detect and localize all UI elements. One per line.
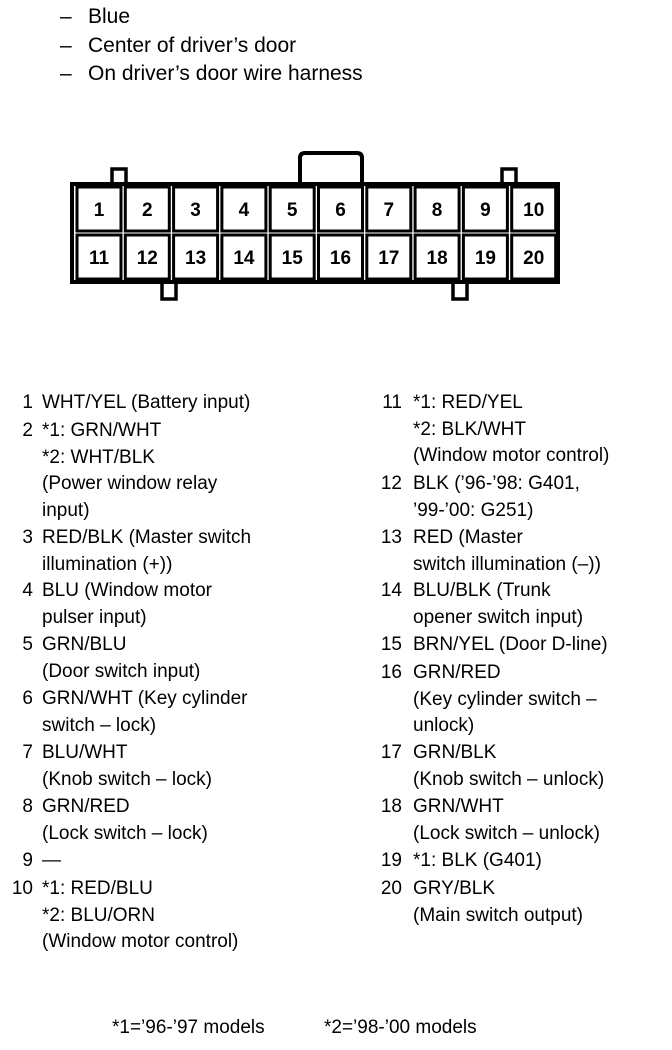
- connector-diagram: [0, 0, 672, 320]
- pin-entry-description: [42, 848, 61, 875]
- pin-description-line: *1: RED/BLU: [42, 878, 153, 899]
- pin-entry-number: 20: [380, 878, 402, 899]
- pin-number-label: 3: [190, 200, 201, 221]
- pin-entry-description: [413, 794, 600, 847]
- pin-entry-number: 15: [380, 634, 402, 655]
- pin-entry-number: 8: [22, 796, 33, 817]
- pin-description-line: —: [42, 850, 61, 871]
- pin-description-line: BLK (’96-’98: G401,: [413, 473, 580, 494]
- pin-entry-description: [413, 740, 604, 793]
- footnote-2: *2=’98-’00 models: [324, 1017, 477, 1038]
- pin-number-label: 10: [523, 200, 545, 221]
- pin-entry-number: 4: [22, 580, 33, 601]
- pin-description-line: (Key cylinder switch –: [413, 688, 597, 710]
- pin-entry-number: 2: [22, 420, 33, 441]
- pin-description-line: GRN/RED: [42, 796, 130, 817]
- pin-entry-number: 10: [11, 878, 33, 899]
- pin-description-line: *2: BLU/ORN: [42, 904, 155, 926]
- pin-entry-number: 12: [380, 473, 402, 494]
- pin-description-line: GRY/BLK: [413, 878, 496, 899]
- pin-description-line: pulser input): [42, 606, 147, 628]
- pin-number-label: 8: [431, 200, 443, 221]
- pin-entry-number: 13: [380, 527, 402, 548]
- pin-number-label: 5: [286, 200, 298, 221]
- pin-entry-description: [413, 471, 580, 524]
- pin-description-line: BLU/BLK (Trunk: [413, 580, 551, 601]
- pin-entry-number: 7: [22, 742, 33, 763]
- footnote-1: *1=’96-’97 models: [112, 1017, 265, 1038]
- dash-bullet: –: [60, 34, 72, 57]
- pin-description-line: GRN/BLK: [413, 742, 497, 763]
- pin-description-line: (Door switch input): [42, 660, 201, 682]
- pin-entry-description: [42, 390, 250, 417]
- pin-description-line: (Knob switch – lock): [42, 768, 213, 790]
- pin-number-label: 14: [233, 248, 255, 269]
- pin-number-label: 2: [142, 200, 153, 221]
- pin-entry-description: [42, 525, 251, 578]
- pin-description-line: (Window motor control): [42, 931, 239, 952]
- pin-entry-description: [42, 632, 200, 685]
- pin-entry-number: 17: [380, 742, 402, 763]
- dash-bullet: –: [60, 62, 72, 85]
- pin-entry-number: 5: [22, 634, 33, 655]
- pin-description-line: (Window motor control): [413, 445, 610, 466]
- pin-description-line: (Power window relay: [42, 473, 218, 494]
- pin-description-line: GRN/BLU: [42, 634, 127, 655]
- pin-entry-number: 14: [380, 580, 402, 601]
- pin-number-label: 20: [523, 248, 545, 269]
- pin-entry-number: 19: [380, 850, 402, 871]
- pin-entry-description: [42, 876, 238, 956]
- pin-description-line: BRN/YEL (Door D-line): [413, 634, 608, 655]
- pin-entry-description: [42, 740, 212, 793]
- pin-entry-description: [413, 390, 609, 470]
- pin-description-line: WHT/YEL (Battery input): [42, 392, 251, 413]
- pin-description-line: RED/BLK (Master switch: [42, 527, 252, 548]
- pin-number-label: 15: [281, 248, 303, 269]
- pin-number-label: 4: [238, 200, 250, 221]
- pin-description-line: *1: RED/YEL: [413, 392, 523, 413]
- pin-description-line: GRN/RED: [413, 662, 501, 683]
- pin-entry-number: 6: [22, 688, 33, 709]
- connector-lock-tab: [300, 153, 362, 185]
- header-text: On driver’s door wire harness: [88, 62, 363, 85]
- dash-bullet: –: [60, 5, 72, 28]
- pin-description-line: GRN/WHT: [413, 796, 504, 817]
- pin-number-label: 18: [426, 248, 448, 269]
- pin-entry-number: 9: [22, 850, 33, 871]
- pin-entry-number: 3: [22, 527, 33, 548]
- pin-description-line: switch – lock): [42, 714, 157, 736]
- pin-description-line: RED (Master: [413, 527, 523, 548]
- pin-entry-description: [413, 525, 601, 578]
- pin-description-line: BLU/WHT: [42, 742, 128, 763]
- header-text: Blue: [88, 5, 131, 28]
- header-text: Center of driver’s door: [88, 34, 297, 57]
- pin-number-label: 1: [93, 200, 105, 221]
- pin-description-line: (Lock switch – unlock): [413, 822, 600, 844]
- pin-entry-description: [413, 632, 608, 659]
- pin-number-label: 19: [474, 248, 496, 269]
- pin-entry-number: 16: [380, 662, 402, 683]
- pin-entry-description: [42, 686, 248, 739]
- pin-description-line: (Lock switch – lock): [42, 822, 208, 844]
- pin-entry-description: [42, 418, 217, 524]
- pin-description-line: GRN/WHT (Key cylinder: [42, 688, 248, 709]
- pin-description-line: illumination (+)): [42, 553, 173, 575]
- pin-entry-description: [413, 578, 583, 631]
- pin-number-label: 13: [185, 248, 207, 269]
- pin-entry-description: [413, 660, 597, 740]
- pin-description-line: (Knob switch – unlock): [413, 768, 605, 790]
- pin-description-line: *1: BLK (G401): [413, 850, 542, 871]
- pin-description-line: ’99-’00: G251): [413, 499, 534, 521]
- pin-description-line: BLU (Window motor: [42, 580, 212, 601]
- pin-number-label: 16: [329, 248, 352, 269]
- pin-number-label: 6: [335, 200, 346, 221]
- pin-description-line: input): [42, 499, 90, 521]
- pin-number-label: 11: [88, 248, 110, 269]
- pin-description-line: (Main switch output): [413, 904, 584, 926]
- pin-entry-number: 1: [22, 392, 33, 413]
- pin-entry-number: 18: [380, 796, 402, 817]
- pin-description-line: *2: WHT/BLK: [42, 446, 155, 468]
- pin-description-line: *2: BLK/WHT: [413, 418, 526, 440]
- pin-entry-description: [42, 578, 212, 631]
- pin-description-line: unlock): [413, 715, 475, 736]
- pin-entry-number: 11: [382, 392, 402, 413]
- pin-number-label: 12: [136, 248, 158, 269]
- pin-number-label: 17: [378, 248, 400, 269]
- pin-description-line: *1: GRN/WHT: [42, 420, 162, 441]
- pin-number-label: 7: [383, 200, 395, 221]
- pin-entry-description: [42, 794, 208, 847]
- pin-description-line: opener switch input): [413, 606, 584, 628]
- pin-entry-description: [413, 848, 542, 875]
- pin-description-line: switch illumination (–)): [413, 553, 601, 575]
- pin-entry-description: [413, 876, 583, 929]
- pin-number-label: 9: [480, 200, 491, 221]
